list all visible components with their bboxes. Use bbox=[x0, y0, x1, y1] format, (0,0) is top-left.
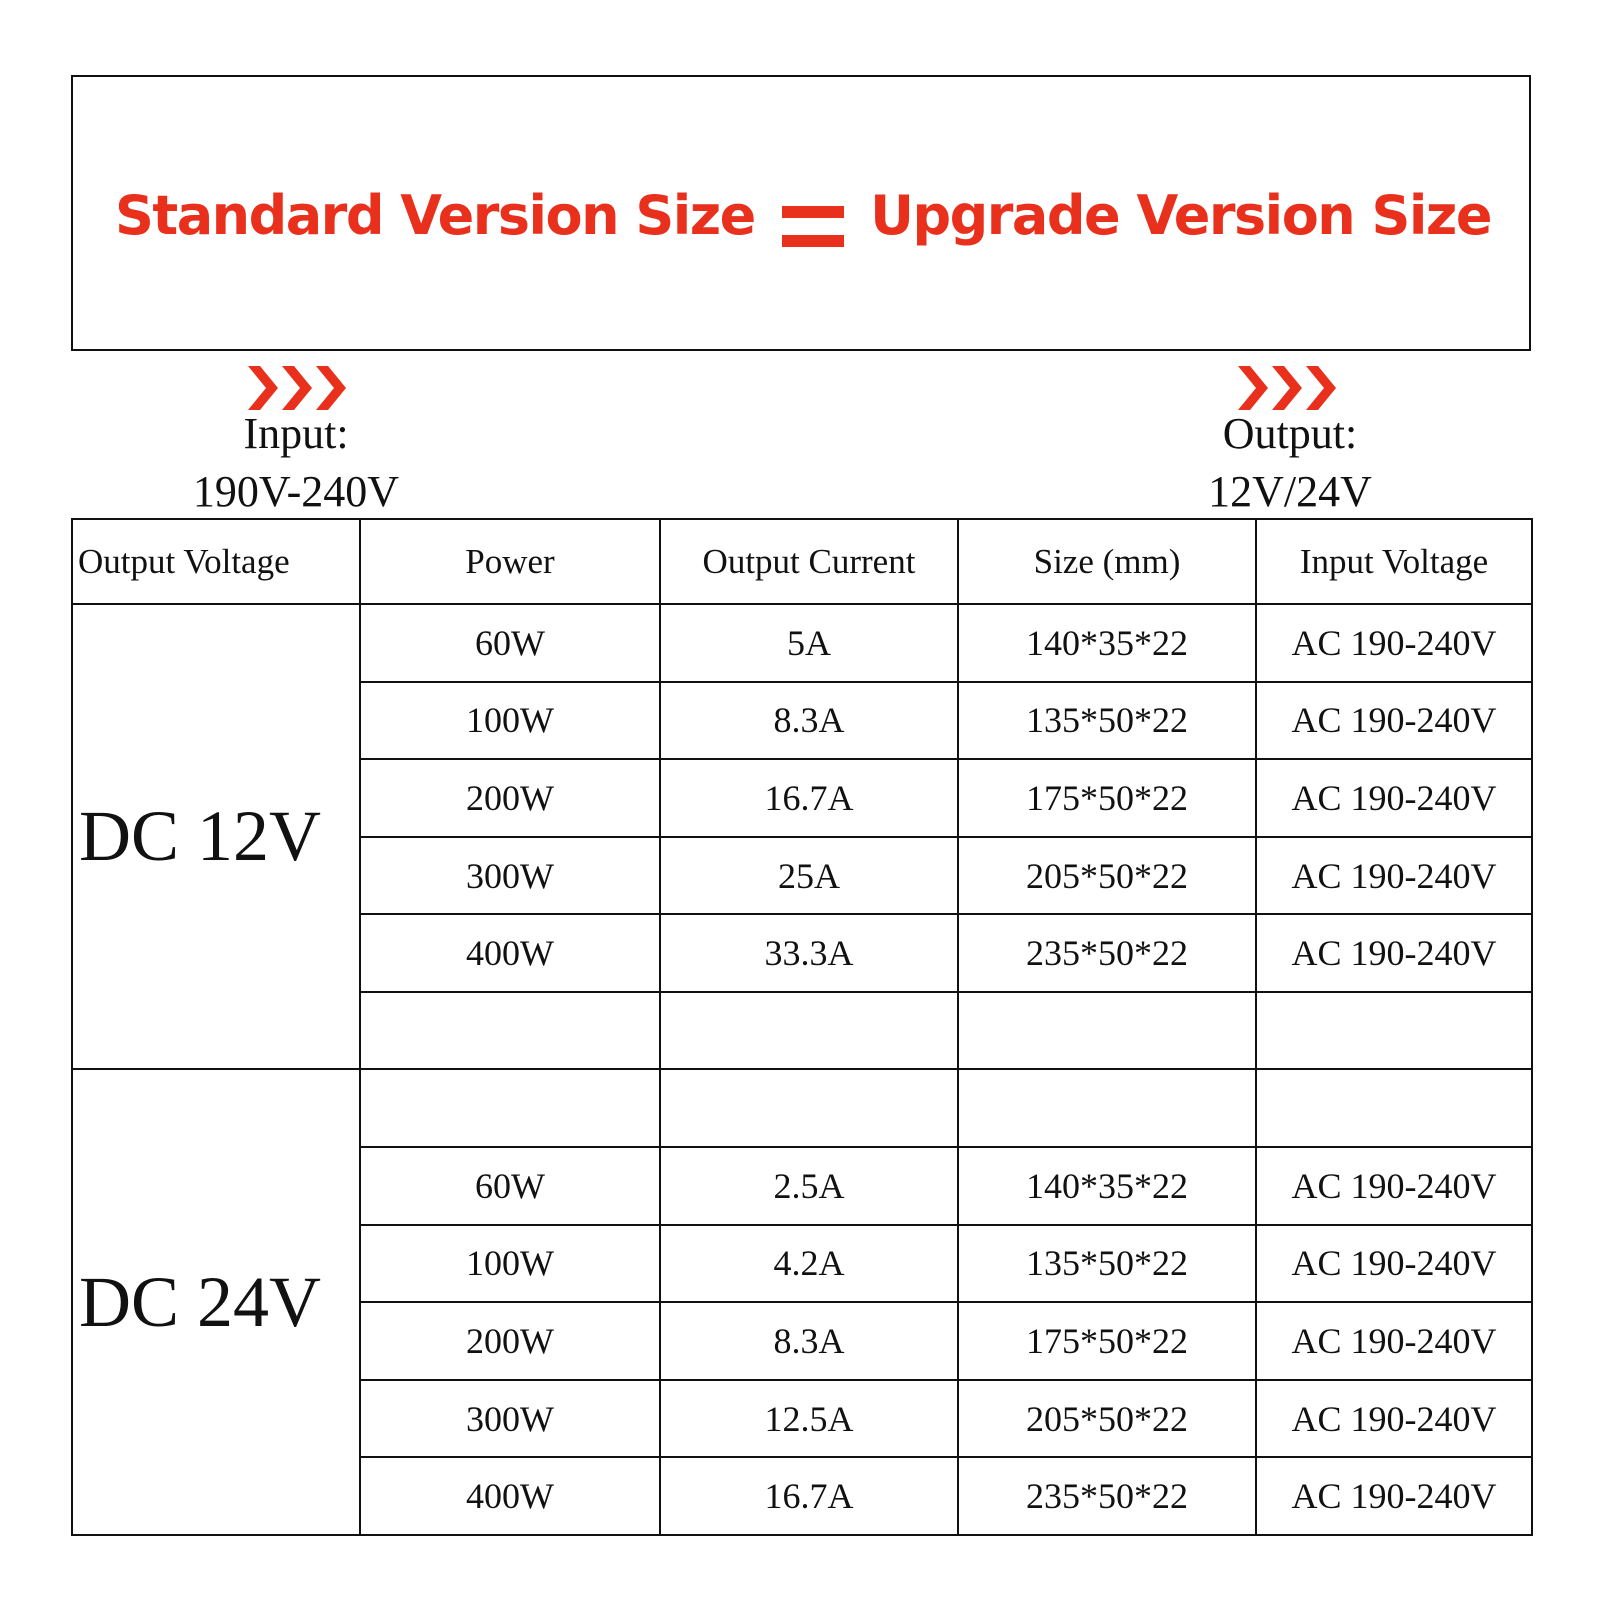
input-voltage-cell: AC 190-240V bbox=[1256, 914, 1532, 992]
power-cell: 400W bbox=[360, 1457, 660, 1535]
power-cell: 300W bbox=[360, 1380, 660, 1458]
current-cell bbox=[660, 1069, 958, 1147]
triple-chevron-right-icon bbox=[246, 366, 350, 410]
power-supply-spec-table bbox=[71, 518, 1533, 1536]
header-output-voltage: Output Voltage bbox=[72, 519, 360, 604]
size-cell: 140*35*22 bbox=[958, 1147, 1256, 1225]
upgrade-version-title: Upgrade Version Size bbox=[870, 184, 1491, 247]
header-size: Size (mm) bbox=[958, 519, 1256, 604]
current-cell: 5A bbox=[660, 604, 958, 682]
size-cell: 135*50*22 bbox=[958, 682, 1256, 760]
input-voltage-cell: AC 190-240V bbox=[1256, 1457, 1532, 1535]
equals-sign bbox=[782, 206, 844, 247]
input-voltage-value: 190V-240V bbox=[192, 467, 400, 516]
input-voltage-cell: AC 190-240V bbox=[1256, 1225, 1532, 1303]
input-voltage-cell: AC 190-240V bbox=[1256, 837, 1532, 915]
current-cell: 4.2A bbox=[660, 1225, 958, 1303]
equals-bar-bottom bbox=[782, 235, 844, 247]
power-cell: 60W bbox=[360, 1147, 660, 1225]
current-cell: 2.5A bbox=[660, 1147, 958, 1225]
size-cell bbox=[958, 1069, 1256, 1147]
power-cell: 60W bbox=[360, 604, 660, 682]
size-cell: 205*50*22 bbox=[958, 837, 1256, 915]
size-cell bbox=[958, 992, 1256, 1070]
size-cell: 235*50*22 bbox=[958, 1457, 1256, 1535]
group-label-dc12v: DC 12V bbox=[72, 604, 360, 1069]
power-cell: 100W bbox=[360, 682, 660, 760]
size-cell: 235*50*22 bbox=[958, 914, 1256, 992]
header-output-current: Output Current bbox=[660, 519, 958, 604]
current-cell: 12.5A bbox=[660, 1380, 958, 1458]
output-voltage-value: 12V/24V bbox=[1208, 467, 1372, 516]
input-voltage-cell: AC 190-240V bbox=[1256, 1147, 1532, 1225]
power-cell bbox=[360, 1069, 660, 1147]
power-cell: 100W bbox=[360, 1225, 660, 1303]
power-cell: 400W bbox=[360, 914, 660, 992]
current-cell: 16.7A bbox=[660, 1457, 958, 1535]
power-cell bbox=[360, 992, 660, 1070]
triple-chevron-right-icon bbox=[1236, 366, 1340, 410]
current-cell: 16.7A bbox=[660, 759, 958, 837]
size-cell: 140*35*22 bbox=[958, 604, 1256, 682]
standard-version-title: Standard Version Size bbox=[115, 184, 755, 247]
current-cell: 8.3A bbox=[660, 1302, 958, 1380]
output-label: Output: bbox=[1222, 409, 1358, 458]
input-voltage-cell bbox=[1256, 1069, 1532, 1147]
input-voltage-cell: AC 190-240V bbox=[1256, 759, 1532, 837]
size-cell: 135*50*22 bbox=[958, 1225, 1256, 1303]
size-cell: 175*50*22 bbox=[958, 759, 1256, 837]
input-voltage-cell: AC 190-240V bbox=[1256, 604, 1532, 682]
table-row bbox=[72, 604, 1532, 682]
power-cell: 200W bbox=[360, 1302, 660, 1380]
header-input-voltage: Input Voltage bbox=[1256, 519, 1532, 604]
input-voltage-cell: AC 190-240V bbox=[1256, 1380, 1532, 1458]
input-label: Input: bbox=[243, 409, 349, 458]
size-cell: 175*50*22 bbox=[958, 1302, 1256, 1380]
input-voltage-cell bbox=[1256, 992, 1532, 1070]
current-cell: 33.3A bbox=[660, 914, 958, 992]
equals-bar-top bbox=[782, 206, 844, 218]
power-cell: 200W bbox=[360, 759, 660, 837]
power-cell: 300W bbox=[360, 837, 660, 915]
current-cell bbox=[660, 992, 958, 1070]
input-voltage-cell: AC 190-240V bbox=[1256, 1302, 1532, 1380]
table-row-empty bbox=[72, 1069, 1532, 1147]
table-header-row bbox=[72, 519, 1532, 604]
group-label-dc24v: DC 24V bbox=[72, 1069, 360, 1535]
size-cell: 205*50*22 bbox=[958, 1380, 1256, 1458]
header-power: Power bbox=[360, 519, 660, 604]
current-cell: 8.3A bbox=[660, 682, 958, 760]
current-cell: 25A bbox=[660, 837, 958, 915]
input-voltage-cell: AC 190-240V bbox=[1256, 682, 1532, 760]
version-banner bbox=[71, 75, 1531, 351]
